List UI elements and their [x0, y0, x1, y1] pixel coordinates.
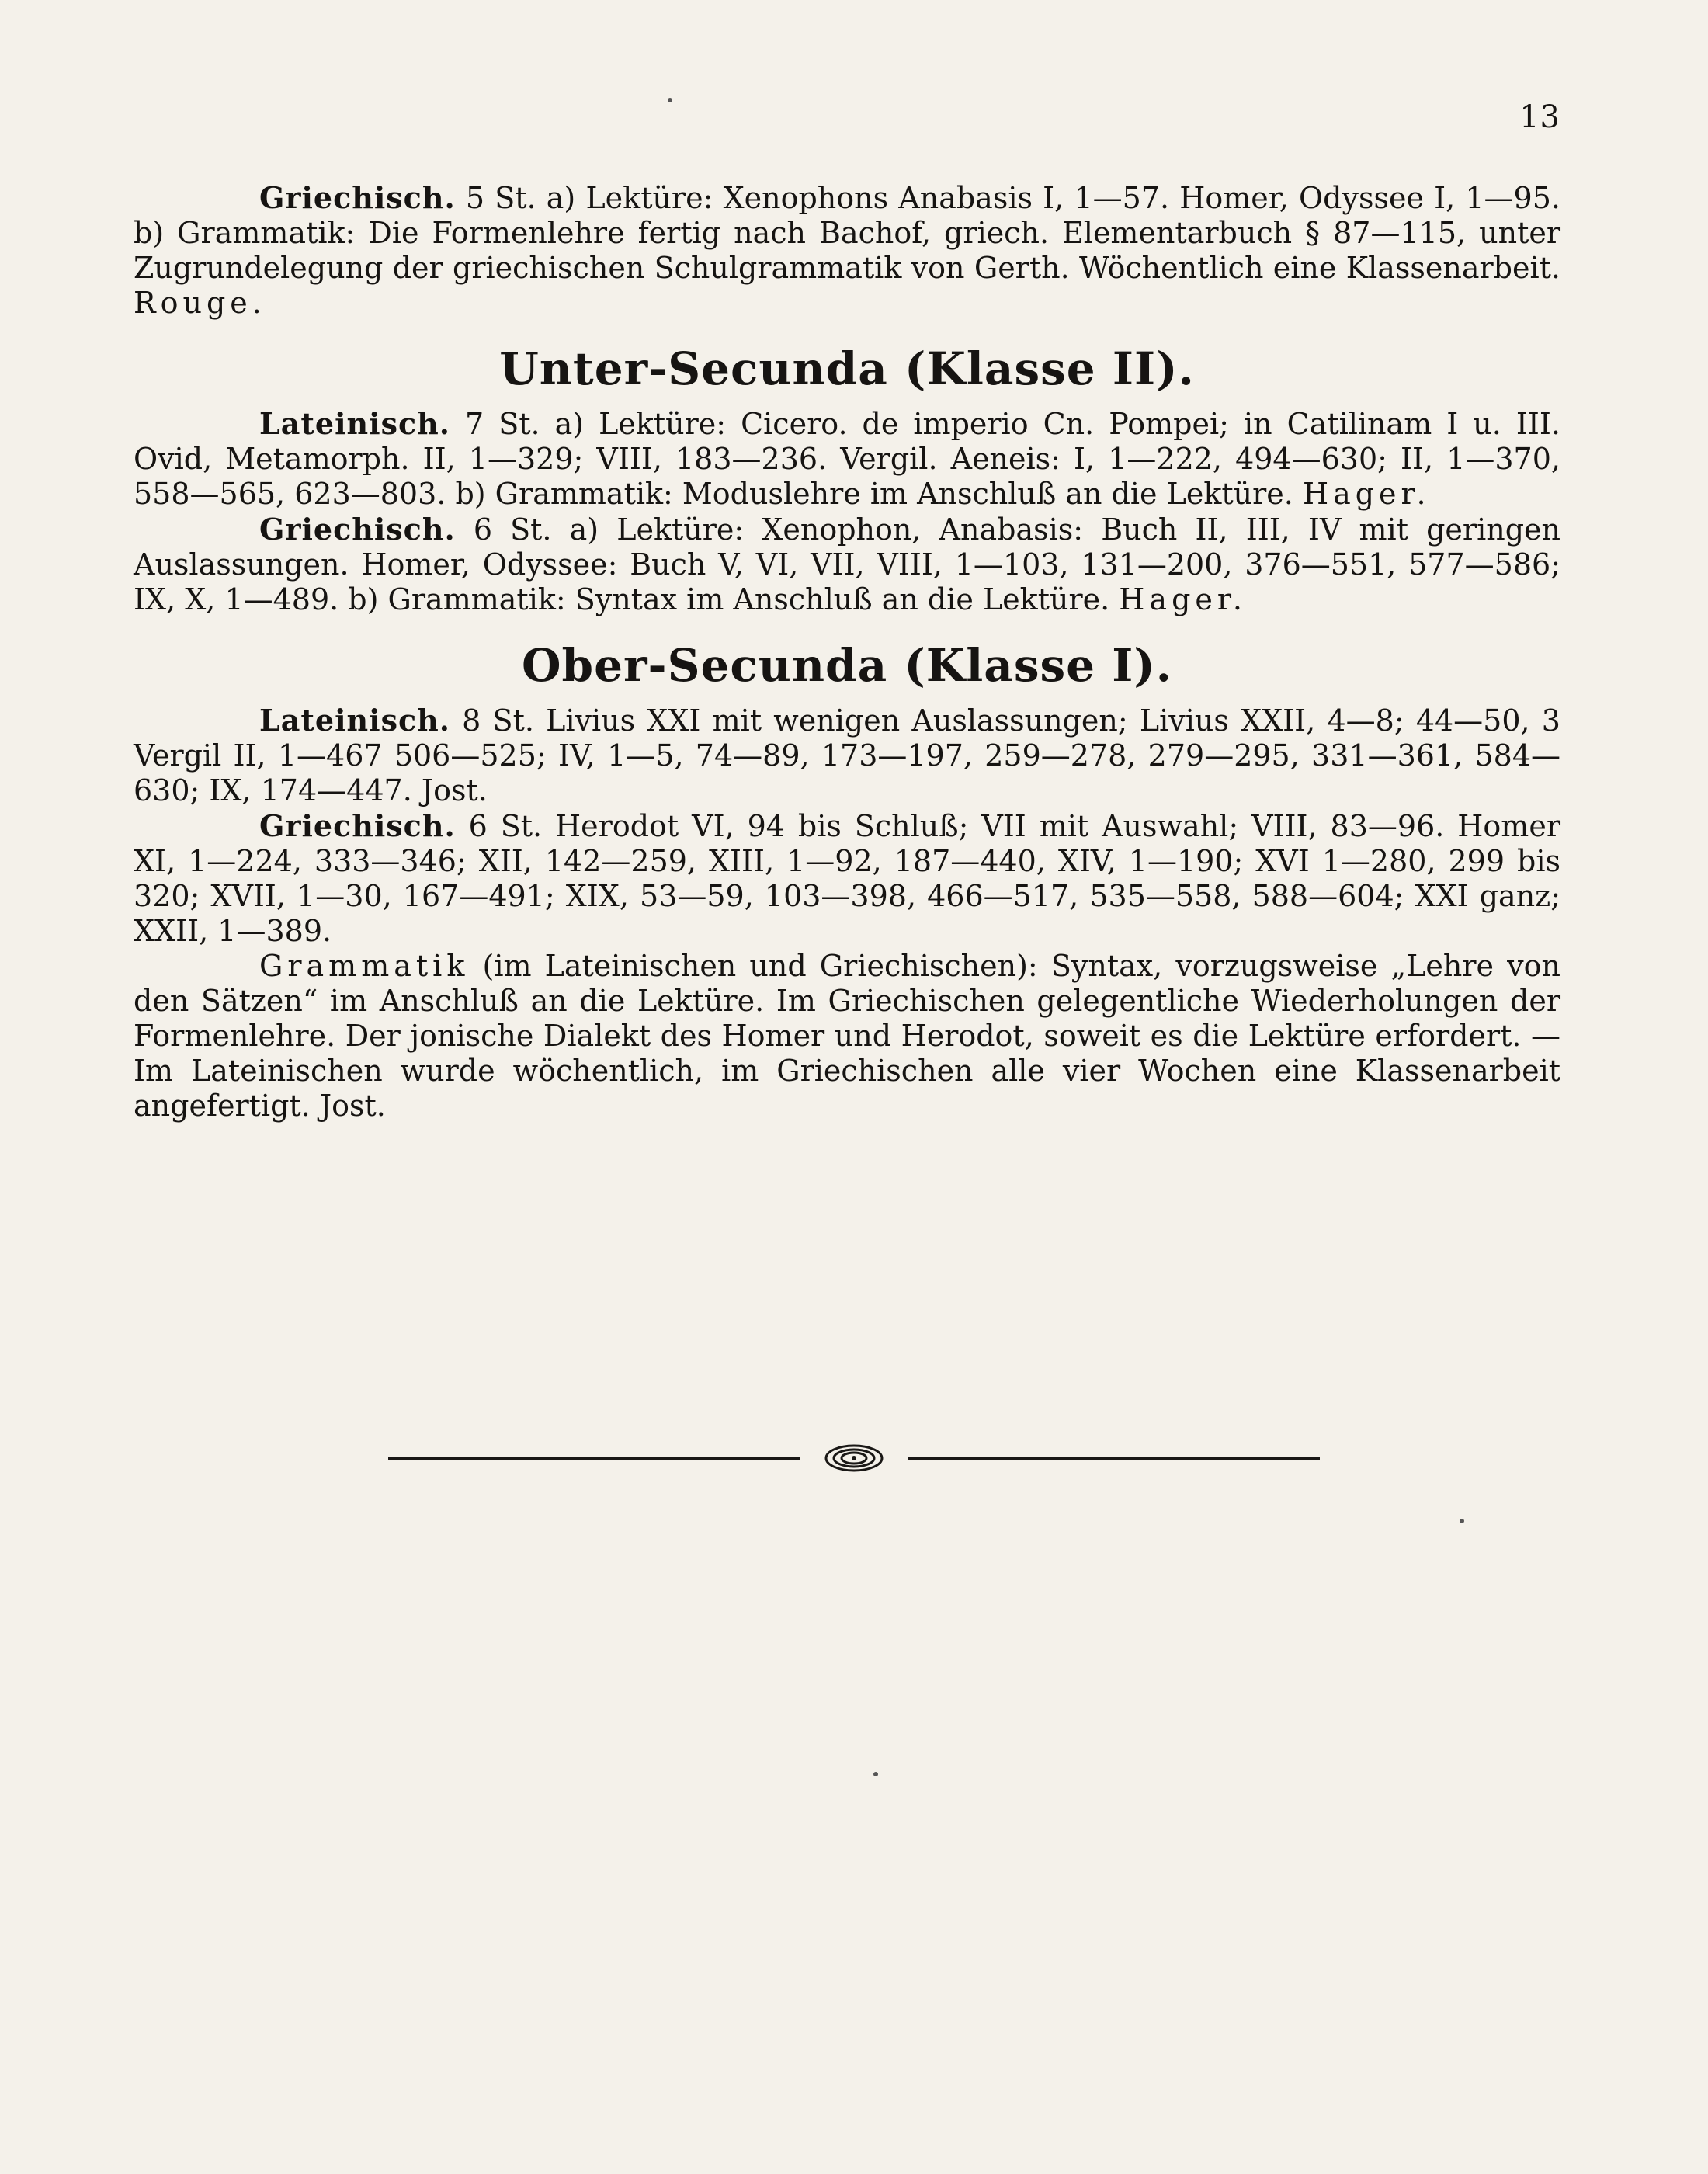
teacher-name: Jost.: [319, 1089, 386, 1123]
paragraph-text: 8 St. Livius XXI mit wenigen Auslassungen; Livius XXII, 4—8; 44—50, 3 Vergil II, 1—467 506—525; IV, 1—5, 74—89, 173—197, 259—278, 279—295, 331—361, 584—630; IX, 174—447.: [134, 703, 1560, 807]
latein-paragraph-unter: [134, 406, 1560, 512]
teacher-name: Jost.: [421, 773, 488, 807]
section-heading-unter-secunda: Unter-Secunda (Klasse II).: [499, 342, 1195, 395]
speck: [1460, 1519, 1464, 1523]
main-text: [134, 180, 1560, 1123]
paragraph-text: 5 St. a) Lektüre: Xenophons Anabasis I, 1—57. Homer, Odyssee I, 1—95. b) Grammatik: Die Formenlehre fertig nach Bachof, griech. Elementarbuch § 87—115, unter Zugrundelegung der griechischen Schulgrammatik von Gerth. Wöchentlich eine Klassenarbeit.: [134, 181, 1560, 285]
subject-label: Griechisch.: [259, 808, 456, 843]
ornament-icon: [823, 1443, 885, 1474]
teacher-name: Rouge.: [134, 286, 266, 320]
subject-label: Griechisch.: [259, 512, 456, 547]
paragraph-text: 6 St. a) Lektüre: Xenophon, Anabasis: Buch II, III, IV mit geringen Auslassungen. Homer, Odyssee: Buch V, VI, VII, VIII, 1—103, 131—200, 376—551, 577—586; IX, X, 1—489. b) Grammatik: Syntax im Anschluß an die Lektüre.: [134, 512, 1560, 616]
decorative-rule: [388, 1443, 1320, 1474]
latein-paragraph-ober: [134, 703, 1560, 808]
griechisch-paragraph: [134, 180, 1560, 321]
page-number: 13: [1519, 99, 1560, 135]
rule-left: [388, 1457, 800, 1460]
griechisch-paragraph-unter: [134, 512, 1560, 617]
paragraph-text: 6 St. Herodot VI, 94 bis Schluß; VII mit Auswahl; VIII, 83—96. Homer XI, 1—224, 333—346; XII, 142—259, XIII, 1—92, 187—440, XIV, 1—190; XVI 1—280, 299 bis 320; XVII, 1—30, 167—491; XIX, 53—59, 103—398, 466—517, 535—558, 588—604; XXI ganz; XXII, 1—389.: [134, 809, 1560, 948]
teacher-name: Hager.: [1119, 582, 1247, 616]
speck: [873, 1772, 878, 1776]
subject-label: Lateinisch.: [259, 703, 450, 738]
rule-right: [908, 1457, 1320, 1460]
paragraph-text: (im Lateinischen und Griechischen): Syntax, vorzugsweise „Lehre von den Sätzen“ im Anschluß an die Lektüre. Im Griechischen gelegentliche Wiederholungen der Formenlehre. Der jonische Dialekt des Homer und Herodot, soweit es die Lektüre erfordert. — Im Lateinischen wurde wöchentlich, im Griechischen alle vier Wochen eine Klassenarbeit angefertigt.: [134, 949, 1560, 1123]
grammatik-paragraph: [134, 949, 1560, 1123]
section-heading-ober-secunda: Ober-Secunda (Klasse I).: [521, 639, 1172, 692]
grammatik-label: Grammatik: [259, 949, 470, 983]
paragraph-text: 7 St. a) Lektüre: Cicero. de imperio Cn. Pompei; in Catilinam I u. III. Ovid, Metamorph. II, 1—329; VIII, 183—236. Vergil. Aeneis: I, 1—222, 494—630; II, 1—370, 558—565, 623—803. b) Grammatik: Moduslehre im Anschluß an die Lektüre.: [134, 407, 1560, 511]
subject-label: Lateinisch.: [259, 406, 450, 441]
speck: [668, 98, 672, 102]
subject-label: Griechisch.: [259, 180, 456, 215]
griechisch-paragraph-ober: [134, 808, 1560, 949]
teacher-name: Hager.: [1302, 477, 1431, 511]
